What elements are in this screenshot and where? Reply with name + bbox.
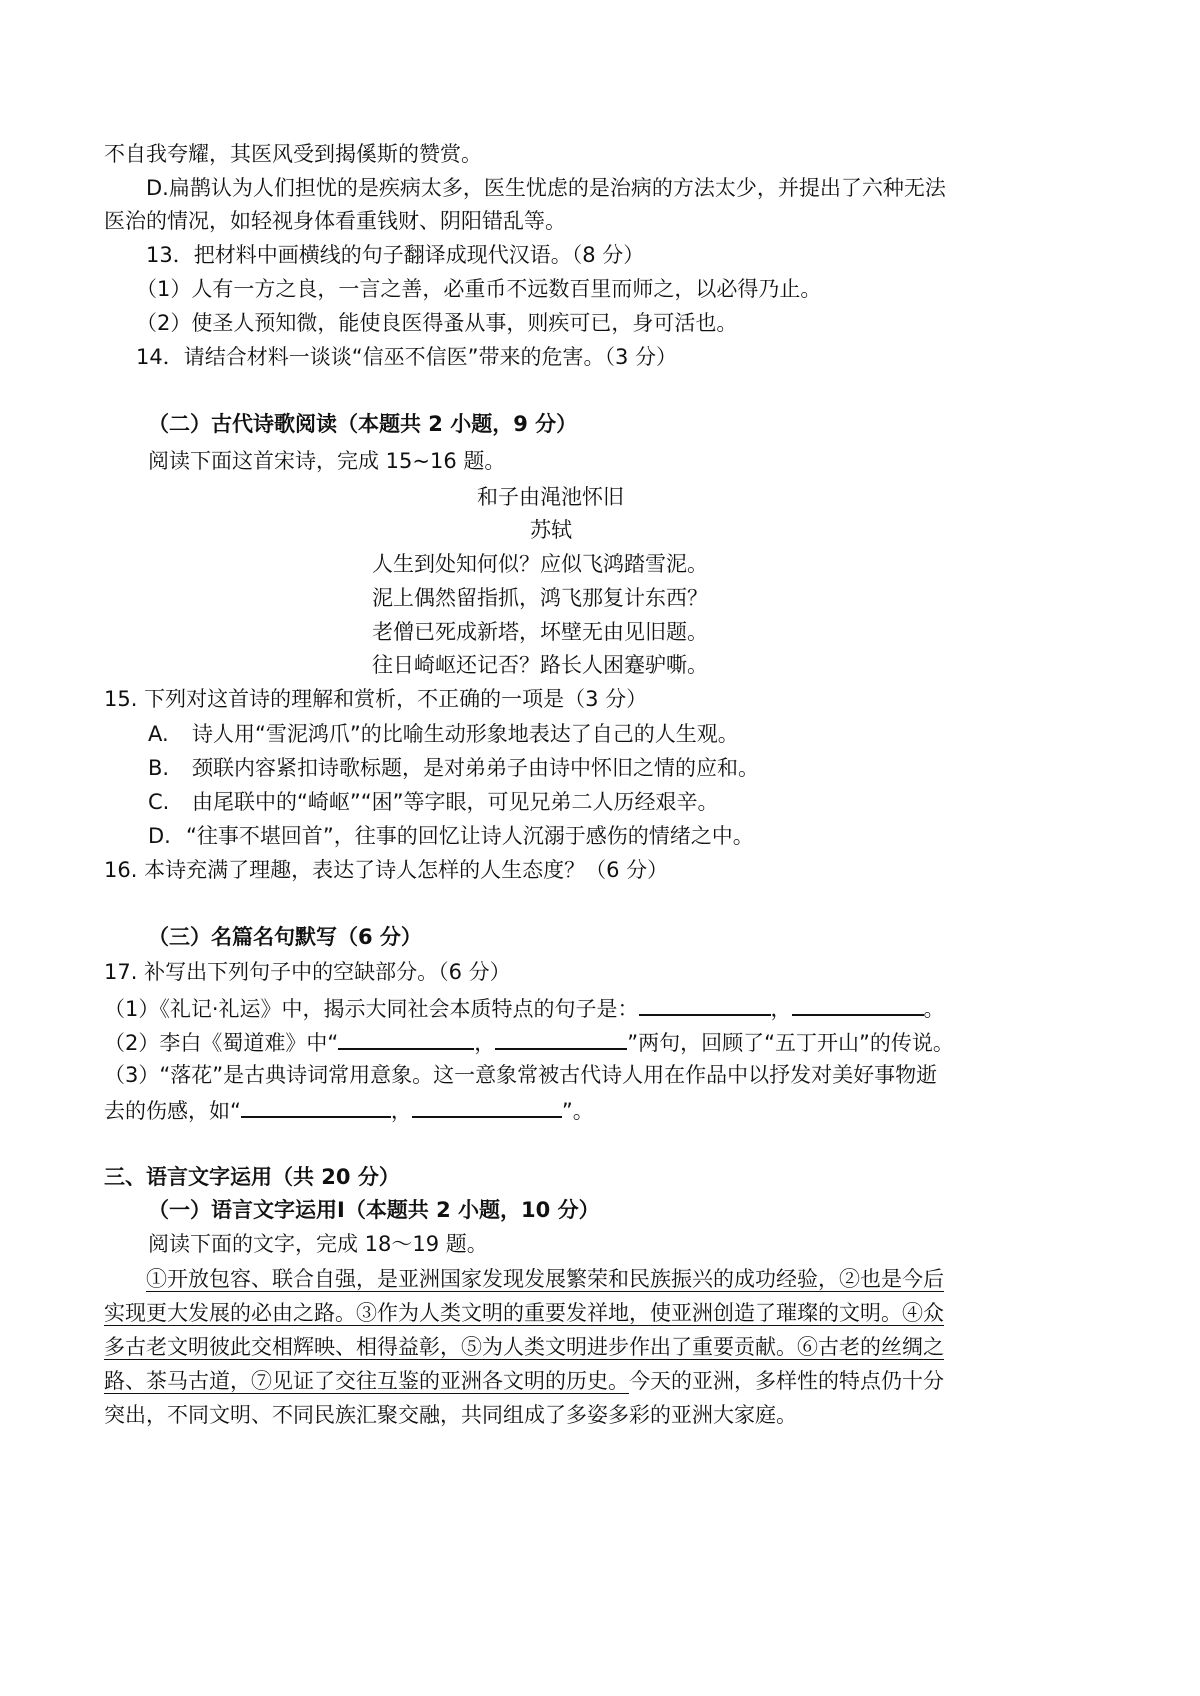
- option-label: A.: [148, 722, 169, 746]
- q14-stem: 14．请结合材料一谈谈“信巫不信医”带来的危害。（3 分）: [136, 345, 678, 369]
- answer-blank[interactable]: [792, 992, 924, 1016]
- q17-sentence-1: [104, 992, 945, 1024]
- option-text: 由尾联中的“崎岖”“困”等字眼，可见兄弟二人历经艰辛。: [192, 790, 719, 814]
- poem-line: 人生到处知何似？应似飞鸿踏雪泥。: [372, 552, 708, 576]
- q13-sentence-2: （2）使圣人预知微，能使良医得蚤从事，则疾可已，身可活也。: [136, 311, 738, 335]
- q13-sentence-1: （1）人有一方之良，一言之善，必重币不远数百里而师之，以必得乃止。: [136, 277, 822, 301]
- q12-option-d-line1: D.扁鹊认为人们担忧的是疾病太多，医生忧虑的是治病的方法太少，并提出了六种无法: [146, 176, 946, 200]
- passage-line-3: [104, 1332, 944, 1362]
- q12-option-d-line2: 医治的情况，如轻视身体看重钱财、阴阳错乱等。: [104, 209, 566, 233]
- passage-text: 今天的亚洲，多样性的特点仍十分: [629, 1369, 944, 1393]
- option-label: B.: [148, 756, 170, 780]
- option-text: 诗人用“雪泥鸿爪”的比喻生动形象地表达了自己的人生观。: [192, 722, 739, 746]
- underlined-text: ①开放包容、联合自强，是亚洲国家发现发展繁荣和民族振兴的成功经验，②也是今后: [146, 1267, 944, 1291]
- q13-stem: 13．把材料中画横线的句子翻译成现代汉语。（8 分）: [146, 243, 645, 267]
- punctuation: ，: [474, 1031, 496, 1055]
- section3-subheading: （一）语言文字运用Ⅰ（本题共 2 小题，10 分）: [148, 1198, 600, 1222]
- passage-line-4: [104, 1366, 944, 1396]
- section3-heading: 三、语言文字运用（共 20 分）: [104, 1165, 400, 1189]
- q12-option-c-tail: 不自我夸耀，其医风受到揭傒斯的赞赏。: [104, 142, 482, 166]
- sentence-text: （1）《礼记·礼运》中，揭示大同社会本质特点的句子是：: [104, 997, 639, 1021]
- answer-blank[interactable]: [241, 1094, 391, 1118]
- q15-stem: 15. 下列对这首诗的理解和赏析，不正确的一项是（3 分）: [104, 687, 648, 711]
- option-text: 颈联内容紧扣诗歌标题，是对弟弟子由诗中怀旧之情的应和。: [192, 756, 759, 780]
- poem-line: 老僧已死成新塔，坏壁无由见旧题。: [372, 620, 708, 644]
- answer-blank[interactable]: [495, 1026, 627, 1050]
- sentence-text: （2）李白《蜀道难》中“: [104, 1031, 339, 1055]
- poem-line: 往日崎岖还记否？路长人困蹇驴嘶。: [372, 653, 708, 677]
- underlined-text: 路、茶马古道，⑦见证了交往互鉴的亚洲各文明的历史。: [104, 1369, 629, 1393]
- q15-option-c: [148, 787, 719, 817]
- poetry-heading: （二）古代诗歌阅读（本题共 2 小题，9 分）: [148, 412, 578, 436]
- punctuation: ，: [770, 997, 792, 1021]
- passage-line-2: [104, 1298, 944, 1328]
- answer-blank[interactable]: [412, 1094, 562, 1118]
- answer-blank[interactable]: [639, 992, 771, 1016]
- answer-blank[interactable]: [338, 1026, 474, 1050]
- sentence-text: ”两句，回顾了“五丁开山”的传说。: [627, 1031, 954, 1055]
- q17-sentence-3-line1: （3）“落花”是古典诗词常用意象。这一意象常被古代诗人用在作品中以抒发对美好事物逝: [104, 1063, 938, 1087]
- q15-option-a: [148, 719, 739, 749]
- section3-intro: 阅读下面的文字，完成 18～19 题。: [148, 1232, 488, 1256]
- poem-author: 苏轼: [530, 518, 572, 542]
- q16-stem: 16. 本诗充满了理趣，表达了诗人怎样的人生态度？（6 分）: [104, 858, 669, 882]
- q15-option-b: [148, 753, 759, 783]
- poetry-intro: 阅读下面这首宋诗，完成 15~16 题。: [148, 449, 506, 473]
- poem-title: 和子由渑池怀旧: [477, 485, 624, 509]
- q17-sentence-2: [104, 1026, 954, 1058]
- option-label: D.: [148, 824, 171, 848]
- underlined-text: 多古老文明彼此交相辉映、相得益彰，⑤为人类文明进步作出了重要贡献。⑥古老的丝绸之: [104, 1335, 944, 1359]
- sentence-text: ”。: [561, 1099, 594, 1123]
- punctuation: 。: [923, 997, 945, 1021]
- q15-option-d: [148, 821, 754, 851]
- dictation-heading: （三）名篇名句默写（6 分）: [148, 925, 422, 949]
- punctuation: ，: [390, 1099, 412, 1123]
- underlined-text: 实现更大发展的必由之路。③作为人类文明的重要发祥地，使亚洲创造了璀璨的文明。④众: [104, 1301, 944, 1325]
- passage-line-1: [146, 1264, 944, 1294]
- poem-line: 泥上偶然留指抓，鸿飞那复计东西？: [372, 586, 708, 610]
- option-text: “往事不堪回首”，往事的回忆让诗人沉溺于感伤的情绪之中。: [186, 824, 754, 848]
- sentence-text: 去的伤感，如“: [104, 1099, 241, 1123]
- q17-sentence-3-line2: [104, 1094, 594, 1126]
- passage-line-5: 突出，不同文明、不同民族汇聚交融，共同组成了多姿多彩的亚洲大家庭。: [104, 1403, 797, 1427]
- option-label: C.: [148, 790, 170, 814]
- q17-stem: 17. 补写出下列句子中的空缺部分。（6 分）: [104, 960, 511, 984]
